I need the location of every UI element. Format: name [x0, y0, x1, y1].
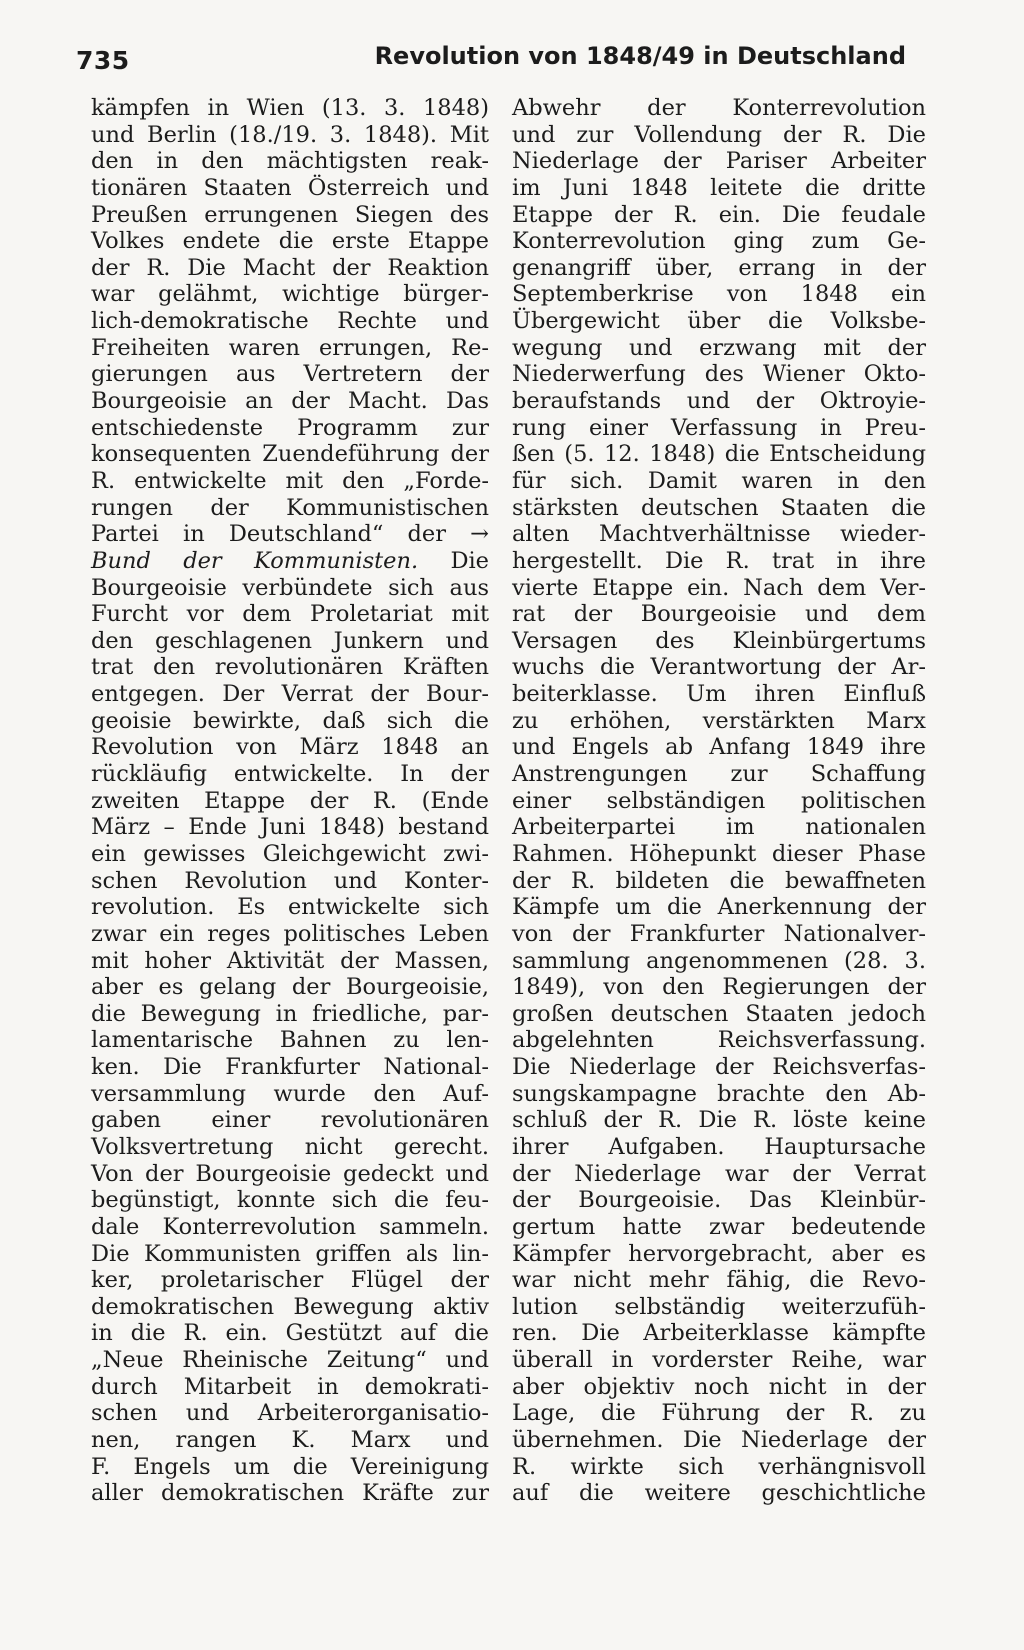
- text-line: wuchs die Verantwortung der Ar-: [512, 654, 926, 681]
- text-line: Die Niederlage der Reichsverfas-: [512, 1054, 926, 1081]
- text-line: auf die weitere geschichtliche: [512, 1480, 926, 1507]
- text-line: Partei in Deutschland“ der →: [91, 521, 489, 548]
- text-line: vierte Etappe ein. Nach dem Ver-: [512, 574, 926, 601]
- text-line: Etappe der R. ein. Die feudale: [512, 201, 926, 228]
- text-line: und zur Vollendung der R. Die: [512, 121, 926, 148]
- text-line: Freiheiten waren errungen, Re-: [91, 334, 489, 361]
- text-line: ker, proletarischer Flügel der: [91, 1267, 489, 1294]
- text-line: ken. Die Frankfurter National-: [91, 1054, 489, 1081]
- text-line: Kämpfe um die Anerkennung der: [512, 894, 926, 921]
- text-line: trat den revolutionären Kräften: [91, 654, 489, 681]
- text-column-right: [512, 95, 926, 1507]
- text-line: zu erhöhen, verstärkten Marx: [512, 707, 926, 734]
- text-line: gertum hatte zwar bedeutende: [512, 1213, 926, 1240]
- text-line: R. entwickelte mit den „Forde-: [91, 467, 489, 494]
- text-line: ren. Die Arbeiterklasse kämpfte: [512, 1320, 926, 1347]
- text-line: aber objektiv noch nicht in der: [512, 1373, 926, 1400]
- text-line: „Neue Rheinische Zeitung“ und: [91, 1347, 489, 1374]
- text-column-left: [91, 95, 489, 1507]
- text-line: Kämpfer hervorgebracht, aber es: [512, 1240, 926, 1267]
- text-line: Volkes endete die erste Etappe: [91, 228, 489, 255]
- text-line: nen, rangen K. Marx und: [91, 1427, 489, 1454]
- text-line: aller demokratischen Kräfte zur: [91, 1480, 489, 1507]
- text-line: R. wirkte sich verhängnisvoll: [512, 1453, 926, 1480]
- text-line: der R. Die Macht der Reaktion: [91, 254, 489, 281]
- text-line: Preußen errungenen Siegen des: [91, 201, 489, 228]
- text-line: hergestellt. Die R. trat in ihre: [512, 547, 926, 574]
- text-line: im Juni 1848 leitete die dritte: [512, 174, 926, 201]
- text-line: der Bourgeoisie. Das Kleinbür-: [512, 1187, 926, 1214]
- text-line: Anstrengungen zur Schaffung: [512, 761, 926, 788]
- text-line: und Berlin (18./19. 3. 1848). Mit: [91, 121, 489, 148]
- text-line: dale Konterrevolution sammeln.: [91, 1213, 489, 1240]
- text-line: großen deutschen Staaten jedoch: [512, 1000, 926, 1027]
- text-line: geoisie bewirkte, daß sich die: [91, 707, 489, 734]
- text-line: Bourgeoisie verbündete sich aus: [91, 574, 489, 601]
- text-line: Septemberkrise von 1848 ein: [512, 281, 926, 308]
- text-line: Die Kommunisten griffen als lin-: [91, 1240, 489, 1267]
- text-line: Arbeiterpartei im nationalen: [512, 814, 926, 841]
- text-line: von der Frankfurter Nationalver-: [512, 920, 926, 947]
- text-line: ein gewisses Gleichgewicht zwi-: [91, 840, 489, 867]
- text-line: schluß der R. Die R. löste keine: [512, 1107, 926, 1134]
- text-line: 1849), von den Regierungen der: [512, 974, 926, 1001]
- text-line: Übergewicht über die Volksbe-: [512, 308, 926, 335]
- text-line: demokratischen Bewegung aktiv: [91, 1293, 489, 1320]
- text-line: aber es gelang der Bourgeoisie,: [91, 974, 489, 1001]
- text-line: Revolution von März 1848 an: [91, 734, 489, 761]
- text-line: revolution. Es entwickelte sich: [91, 894, 489, 921]
- text-line: tionären Staaten Österreich und: [91, 174, 489, 201]
- text-line: zwar ein reges politisches Leben: [91, 920, 489, 947]
- text-line: den geschlagenen Junkern und: [91, 627, 489, 654]
- text-line: war gelähmt, wichtige bürger-: [91, 281, 489, 308]
- text-line: Abwehr der Konterrevolution: [512, 95, 926, 121]
- text-line: rat der Bourgeoisie und dem: [512, 601, 926, 628]
- running-head-title: Revolution von 1848/49 in Deutschland: [374, 42, 906, 70]
- text-line: gierungen aus Vertretern der: [91, 361, 489, 388]
- text-line: mit hoher Aktivität der Massen,: [91, 947, 489, 974]
- text-line: war nicht mehr fähig, die Revo-: [512, 1267, 926, 1294]
- text-line: überall in vorderster Reihe, war: [512, 1347, 926, 1374]
- text-line: Volksvertretung nicht gerecht.: [91, 1133, 489, 1160]
- text-line: genangriff über, errang in der: [512, 254, 926, 281]
- text-line: die Bewegung in friedliche, par-: [91, 1000, 489, 1027]
- text-line: beraufstands und der Oktroyie-: [512, 388, 926, 415]
- text-line: konsequenten Zuendeführung der: [91, 441, 489, 468]
- text-line: alten Machtverhältnisse wieder-: [512, 521, 926, 548]
- text-line: kämpfen in Wien (13. 3. 1848): [91, 95, 489, 121]
- text-line: stärksten deutschen Staaten die: [512, 494, 926, 521]
- text-line: sungskampagne brachte den Ab-: [512, 1080, 926, 1107]
- text-line: rung einer Verfassung in Preu-: [512, 414, 926, 441]
- text-line: übernehmen. Die Niederlage der: [512, 1427, 926, 1454]
- text-line: einer selbständigen politischen: [512, 787, 926, 814]
- text-line: gaben einer revolutionären: [91, 1107, 489, 1134]
- text-line: entgegen. Der Verrat der Bour-: [91, 681, 489, 708]
- text-line: entschiedenste Programm zur: [91, 414, 489, 441]
- text-line: rückläufig entwickelte. In der: [91, 761, 489, 788]
- text-line: begünstigt, konnte sich die feu-: [91, 1187, 489, 1214]
- page-number: 735: [76, 46, 130, 75]
- text-line: Bourgeoisie an der Macht. Das: [91, 388, 489, 415]
- text-line: der R. bildeten die bewaffneten: [512, 867, 926, 894]
- text-line: Rahmen. Höhepunkt dieser Phase: [512, 840, 926, 867]
- text-line: März – Ende Juni 1848) bestand: [91, 814, 489, 841]
- text-line: den in den mächtigsten reak-: [91, 148, 489, 175]
- text-line: schen und Arbeiterorganisatio-: [91, 1400, 489, 1427]
- text-line: schen Revolution und Konter-: [91, 867, 489, 894]
- text-line: Niederlage der Pariser Arbeiter: [512, 148, 926, 175]
- text-line: sammlung angenommenen (28. 3.: [512, 947, 926, 974]
- text-line: Furcht vor dem Proletariat mit: [91, 601, 489, 628]
- text-line: in die R. ein. Gestützt auf die: [91, 1320, 489, 1347]
- text-line: ihrer Aufgaben. Hauptursache: [512, 1133, 926, 1160]
- text-line: lich-demokratische Rechte und: [91, 308, 489, 335]
- text-line: wegung und erzwang mit der: [512, 334, 926, 361]
- text-line: Lage, die Führung der R. zu: [512, 1400, 926, 1427]
- text-line: Von der Bourgeoisie gedeckt und: [91, 1160, 489, 1187]
- text-line: lamentarische Bahnen zu len-: [91, 1027, 489, 1054]
- text-line: rungen der Kommunistischen: [91, 494, 489, 521]
- text-line: der Niederlage war der Verrat: [512, 1160, 926, 1187]
- text-line: lution selbständig weiterzufüh-: [512, 1293, 926, 1320]
- text-line: Versagen des Kleinbürgertums: [512, 627, 926, 654]
- text-line: und Engels ab Anfang 1849 ihre: [512, 734, 926, 761]
- text-line: Bund der Kommunisten. Die: [91, 547, 489, 574]
- text-line: durch Mitarbeit in demokrati-: [91, 1373, 489, 1400]
- text-line: F. Engels um die Vereinigung: [91, 1453, 489, 1480]
- text-line: Konterrevolution ging zum Ge-: [512, 228, 926, 255]
- text-line: beiterklasse. Um ihren Einfluß: [512, 681, 926, 708]
- text-line: für sich. Damit waren in den: [512, 467, 926, 494]
- text-line: ßen (5. 12. 1848) die Entscheidung: [512, 441, 926, 468]
- text-line: zweiten Etappe der R. (Ende: [91, 787, 489, 814]
- text-line: versammlung wurde den Auf-: [91, 1080, 489, 1107]
- text-line: Niederwerfung des Wiener Okto-: [512, 361, 926, 388]
- text-line: abgelehnten Reichsverfassung.: [512, 1027, 926, 1054]
